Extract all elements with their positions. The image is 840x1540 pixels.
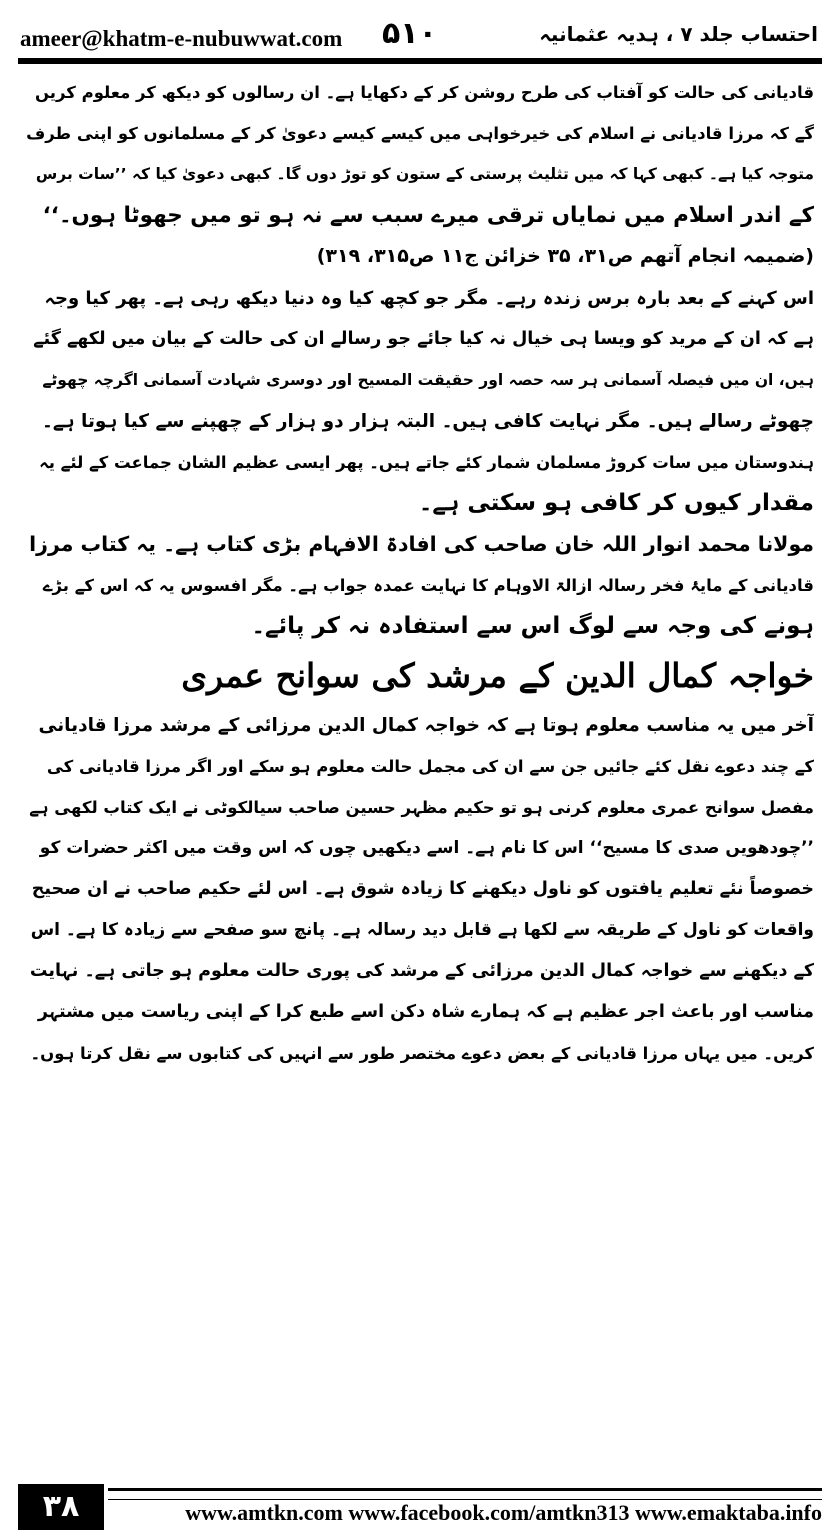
text-line: ’’چودھویں صدی کا مسیح‘‘ اس کا نام ہے۔ اسے دیکھیں چوں کہ اس وقت میں اکثر حضرات کو — [39, 838, 814, 858]
paragraph-1 — [26, 72, 814, 236]
header-page-number: ۵۱۰ — [382, 16, 437, 51]
text-line: چھوٹے رسالے ہیں۔ مگر نہایت کافی ہیں۔ البتہ ہزار دو ہزار کے چھپنے سے کیا ہوتا ہے۔ — [42, 411, 814, 432]
header-email[interactable]: ameer@khatm-e-nubuwwat.com — [20, 26, 343, 51]
header-divider — [18, 58, 822, 64]
page-footer — [18, 1484, 822, 1530]
text-line: اس کہنے کے بعد بارہ برس زندہ رہے۔ مگر جو کچھ کیا وہ دنیا دیکھ رہی ہے۔ پھر کیا وجہ — [44, 288, 814, 309]
text-line: کے چند دعوے نقل کئے جائیں جن سے ان کی مجمل حالت معلوم ہو سکے اور اگر مرزا قادیانی کی — [46, 757, 814, 776]
text-line: گے کہ مرزا قادیانی نے اسلام کی خیرخواہی میں کیسے کیسے دعویٰ کر کے مسلمانوں کو اپنی طرف — [26, 124, 814, 143]
text-line: ہونے کی وجہ سے لوگ اس سے استفادہ نہ کر پائے۔ — [251, 613, 814, 639]
text-line: آخر میں یہ مناسب معلوم ہوتا ہے کہ خواجہ کمال الدین مرزائی کے مرشد مرزا قادیانی — [38, 715, 814, 736]
text-line: کریں۔ میں یہاں مرزا قادیانی کے بعض دعوے مختصر طور سے انہیں کی کتابوں سے نقل کرتا ہوں۔ — [30, 1044, 814, 1063]
footer-urls[interactable]: www.amtkn.com www.facebook.com/amtkn313 www.emaktaba.info — [185, 1500, 822, 1525]
text-line: کے اندر اسلام میں نمایاں ترقی میرے سبب سے نہ ہو تو میں جھوٹا ہوں۔‘‘ — [42, 203, 814, 228]
section-heading: خواجہ کمال الدین کے مرشد کی سوانح عمری — [181, 656, 814, 695]
text-line: مولانا محمد انوار اللہ خان صاحب کی افادۃ الافہام بڑی کتاب ہے۔ یہ کتاب مرزا — [29, 532, 814, 556]
page-header — [18, 10, 822, 54]
page-body — [26, 72, 814, 1474]
text-line: مفصل سوانح عمری معلوم کرنی ہو تو حکیم مظہر حسین صاحب سیالکوٹی نے ایک کتاب لکھی ہے — [29, 798, 814, 817]
text-line: واقعات کو ناول کے طریقہ سے لکھا ہے قابل دید رسالہ ہے۔ پانچ سو صفحے سے زیادہ کا ہے۔ اس — [30, 920, 814, 940]
text-line: متوجہ کیا ہے۔ کبھی کہا کہ میں تثلیث پرستی کے ستون کو توڑ دوں گا۔ کبھی دعویٰ کیا کہ ’’سات برس — [35, 165, 814, 183]
footer-divider — [108, 1488, 822, 1500]
text-line: ہندوستان میں سات کروڑ مسلمان شمار کئے جاتے ہیں۔ پھر ایسی عظیم الشان جماعت کے لئے یہ — [39, 453, 814, 472]
text-line: کے دیکھنے سے خواجہ کمال الدین مرزائی کے مرشد کی پوری حالت معلوم ہو جاتی ہے۔ نہایت — [29, 961, 814, 981]
text-line: مقدار کیوں کر کافی ہو سکتی ہے۔ — [418, 490, 814, 516]
paragraph-4 — [26, 705, 814, 1074]
text-line: قادیانی کے مایۂ فخر رسالہ ازالۃ الاوہام کا نہایت عمدہ جواب ہے۔ مگر افسوس یہ کہ اس کے بڑے — [42, 576, 814, 595]
text-line: قادیانی کی حالت کو آفتاب کی طرح روشن کر کے دکھایا ہے۔ ان رسالوں کو دیکھ کر معلوم کریں — [34, 83, 814, 102]
footer-page-number: ۳۸ — [18, 1484, 104, 1530]
text-line: ہے کہ ان کے مرید کو ویسا ہی خیال نہ کیا جائے جو رسالے ان کی حالت کے بیان میں لکھے گئے — [33, 329, 814, 349]
header-book-title: احتساب جلد ۷ ، ہدیہ عثمانیہ — [539, 22, 818, 46]
text-line: خصوصاً نئے تعلیم یافتوں کو ناول دیکھنے کا زیادہ شوق ہے۔ اس لئے حکیم صاحب نے ان صحیح — [31, 879, 814, 899]
paragraph-3 — [26, 524, 814, 647]
text-line: مناسب اور باعث اجر عظیم ہے کہ ہمارے شاہ دکن اسے طبع کرا کے اپنی ریاست میں مشتہر — [37, 1002, 814, 1022]
paragraph-2 — [26, 278, 814, 524]
text-line: ہیں، ان میں فیصلہ آسمانی ہر سہ حصہ اور حقیقت المسیح اور دوسری شہادت آسمانی اگرچہ چھوٹے — [42, 371, 814, 389]
citation: (ضمیمہ انجام آتھم ص۳۱، ۳۵ خزائن ج۱۱ ص۳۱۵، ۳۱۹) — [316, 245, 814, 267]
